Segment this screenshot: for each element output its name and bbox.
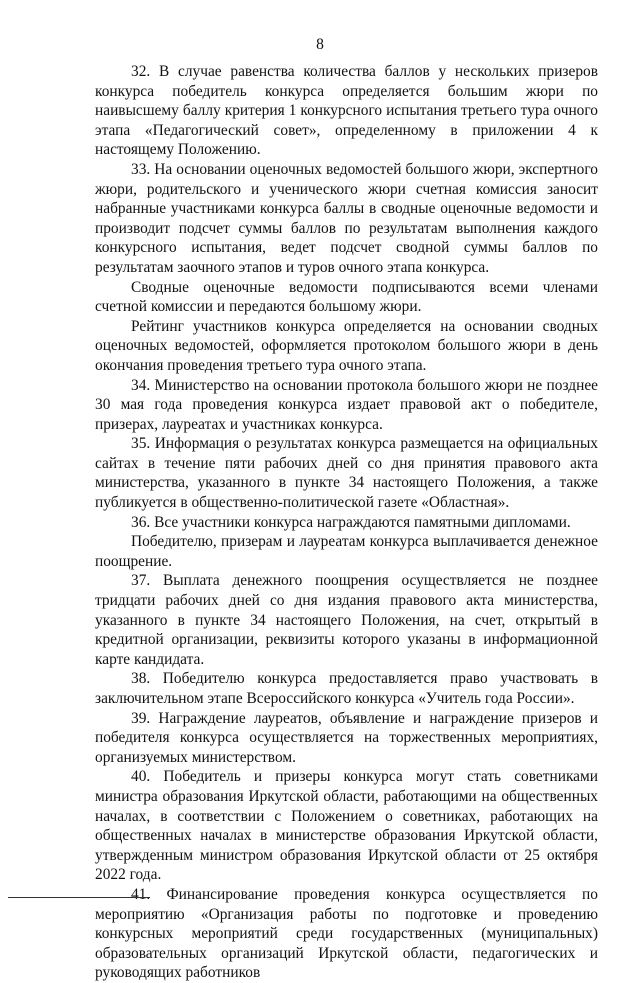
- paragraph-35: 35. Информация о результатах конкурса размещается на официальных сайтах в течение пяти рабочих дней со дня принятия правового акта министерства, указанного в пункте 34 настоящего Положения, а также публикуется в общественно-политической газете «Областная».: [95, 435, 598, 512]
- paragraph-37: 37. Выплата денежного поощрения осуществляется не позднее тридцати рабочих дней со дня издания правового акта министерства, указанного в пункте 34 настоящего Положения, на счет, открытый в кредитной организации, реквизиты которого указаны в информационной карте кандидата.: [95, 572, 598, 668]
- paragraph-33-summary-sheets: Сводные оценочные ведомости подписываются всеми членами счетной комиссии и передаются большому жюри.: [95, 278, 598, 316]
- paragraph-32: 32. В случае равенства количества баллов у нескольких призеров конкурса победитель конкурса определяется большим жюри по наивысшему баллу критерия 1 конкурсного испытания третьего тура очного этапа «Педагогический совет», определенному в приложении 4 к настоящему Положению.: [95, 63, 598, 159]
- paragraph-41: 41. Финансирование проведения конкурса осуществляется по мероприятию «Организация работы по подготовке и проведению конкурсных мероприятий среди государственных (муниципальных) образовательных организаций Иркутской области, педагогических и руководящих работников: [95, 885, 598, 982]
- paragraph-39: 39. Награждение лауреатов, объявление и награждение призеров и победителя конкурса осуществляется на торжественных мероприятиях, организуемых министерством.: [95, 709, 598, 766]
- paragraph-36-reward: Победителю, призерам и лауреатам конкурса выплачивается денежное поощрение.: [95, 533, 598, 570]
- paragraph-38: 38. Победителю конкурса предоставляется право участвовать в заключительном этапе Всероссийского конкурса «Учитель года России».: [95, 670, 598, 707]
- document-body: [95, 62, 598, 983]
- paragraph-34: 34. Министерство на основании протокола большого жюри не позднее 30 мая года проведения конкурса издает правовой акт о победителе, призерах, лауреатах и участниках конкурса.: [95, 376, 598, 433]
- paragraph-33-rating: Рейтинг участников конкурса определяется на основании сводных оценочных ведомостей, оформляется протоколом большого жюри в день окончания проведения третьего тура очного этапа.: [95, 317, 598, 374]
- page-number: 8: [316, 36, 324, 53]
- paragraph-36: 36. Все участники конкурса награждаются памятными дипломами.: [131, 513, 571, 531]
- paragraph-33: 33. На основании оценочных ведомостей большого жюри, экспертного жюри, родительского и ученического жюри счетная комиссия заносит набранные участниками конкурса баллы в сводные оценочные ведомости и производит подсчет суммы баллов по результатам выполнения каждого конкурсного испытания, ведет подсчет сводной суммы баллов по результатам заочного этапов и туров очного этапа конкурса.: [95, 160, 598, 276]
- footnote-divider: [8, 897, 150, 898]
- paragraph-40: 40. Победитель и призеры конкурса могут стать советниками министра образования Иркутской области, работающими на общественных началах, в соответствии с Положением о советниках, работающих на общественных началах в министерстве образования Иркутской области, утвержденным министром образования Иркутской области от 25 октября 2022 года.: [95, 768, 598, 884]
